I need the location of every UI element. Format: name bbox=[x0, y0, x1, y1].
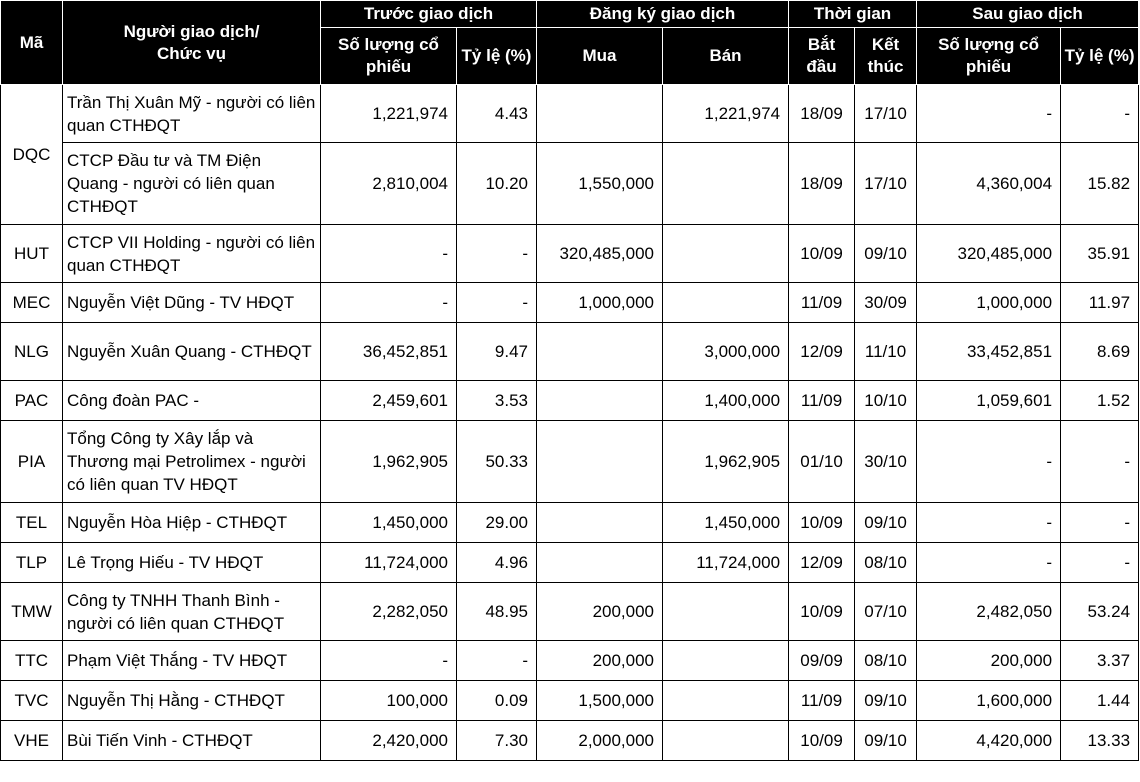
qty-after-cell: 1,059,601 bbox=[917, 381, 1061, 421]
ratio-after-cell: - bbox=[1061, 503, 1139, 543]
qty-before-cell: 11,724,000 bbox=[321, 543, 457, 583]
table-row bbox=[1, 681, 1139, 721]
ratio-after-cell: 15.82 bbox=[1061, 143, 1139, 225]
qty-before-cell: - bbox=[321, 225, 457, 283]
ratio-after-cell: - bbox=[1061, 421, 1139, 503]
trader-cell: Bùi Tiến Vinh - CTHĐQT bbox=[63, 721, 321, 761]
sell-cell bbox=[663, 681, 789, 721]
ratio-before-cell: 10.20 bbox=[457, 143, 537, 225]
sell-cell: 11,724,000 bbox=[663, 543, 789, 583]
buy-cell: 200,000 bbox=[537, 583, 663, 641]
end-date-cell: 30/10 bbox=[855, 421, 917, 503]
trader-cell: Công ty TNHH Thanh Bình - người có liên quan CTHĐQT bbox=[63, 583, 321, 641]
col-header-trader: Người giao dịch/ Chức vụ bbox=[63, 1, 321, 85]
start-date-cell: 10/09 bbox=[789, 583, 855, 641]
buy-cell: 320,485,000 bbox=[537, 225, 663, 283]
table-row bbox=[1, 143, 1139, 225]
ratio-before-cell: 29.00 bbox=[457, 503, 537, 543]
ratio-after-cell: 11.97 bbox=[1061, 283, 1139, 323]
trader-cell: Trần Thị Xuân Mỹ - người có liên quan CTHĐQT bbox=[63, 85, 321, 143]
end-date-cell: 11/10 bbox=[855, 323, 917, 381]
col-header-start: Bắt đầu bbox=[789, 28, 855, 85]
qty-after-cell: - bbox=[917, 85, 1061, 143]
start-date-cell: 10/09 bbox=[789, 721, 855, 761]
end-date-cell: 09/10 bbox=[855, 721, 917, 761]
buy-cell: 1,500,000 bbox=[537, 681, 663, 721]
qty-before-cell: 1,221,974 bbox=[321, 85, 457, 143]
start-date-cell: 10/09 bbox=[789, 503, 855, 543]
group-header-registered: Đăng ký giao dịch bbox=[537, 1, 789, 28]
table-row bbox=[1, 381, 1139, 421]
qty-after-cell: 200,000 bbox=[917, 641, 1061, 681]
qty-after-cell: 33,452,851 bbox=[917, 323, 1061, 381]
table-row bbox=[1, 421, 1139, 503]
stock-code-cell: TVC bbox=[1, 681, 63, 721]
buy-cell: 2,000,000 bbox=[537, 721, 663, 761]
qty-before-cell: 2,459,601 bbox=[321, 381, 457, 421]
stock-code-cell: PIA bbox=[1, 421, 63, 503]
group-header-after: Sau giao dịch bbox=[917, 1, 1139, 28]
end-date-cell: 09/10 bbox=[855, 681, 917, 721]
end-date-cell: 09/10 bbox=[855, 225, 917, 283]
table-row bbox=[1, 225, 1139, 283]
stock-code-cell: HUT bbox=[1, 225, 63, 283]
sell-cell bbox=[663, 283, 789, 323]
ratio-before-cell: 9.47 bbox=[457, 323, 537, 381]
group-header-time: Thời gian bbox=[789, 1, 917, 28]
col-header-buy: Mua bbox=[537, 28, 663, 85]
ratio-before-cell: - bbox=[457, 283, 537, 323]
ratio-before-cell: - bbox=[457, 225, 537, 283]
col-header-sell: Bán bbox=[663, 28, 789, 85]
stock-code-cell: MEC bbox=[1, 283, 63, 323]
trader-cell: CTCP VII Holding - người có liên quan CTHĐQT bbox=[63, 225, 321, 283]
stock-code-cell: TTC bbox=[1, 641, 63, 681]
trader-cell: CTCP Đầu tư và TM Điện Quang - người có liên quan CTHĐQT bbox=[63, 143, 321, 225]
col-header-qty-after: Số lượng cổ phiếu bbox=[917, 28, 1061, 85]
sell-cell: 1,400,000 bbox=[663, 381, 789, 421]
qty-after-cell: 4,420,000 bbox=[917, 721, 1061, 761]
ratio-after-cell: 13.33 bbox=[1061, 721, 1139, 761]
sell-cell: 1,962,905 bbox=[663, 421, 789, 503]
buy-cell bbox=[537, 503, 663, 543]
ratio-before-cell: 3.53 bbox=[457, 381, 537, 421]
qty-after-cell: 1,000,000 bbox=[917, 283, 1061, 323]
ratio-after-cell: 3.37 bbox=[1061, 641, 1139, 681]
qty-after-cell: - bbox=[917, 421, 1061, 503]
qty-after-cell: 2,482,050 bbox=[917, 583, 1061, 641]
trader-cell: Nguyễn Xuân Quang - CTHĐQT bbox=[63, 323, 321, 381]
start-date-cell: 18/09 bbox=[789, 85, 855, 143]
ratio-before-cell: 50.33 bbox=[457, 421, 537, 503]
buy-cell bbox=[537, 421, 663, 503]
start-date-cell: 11/09 bbox=[789, 681, 855, 721]
trader-cell: Nguyễn Thị Hằng - CTHĐQT bbox=[63, 681, 321, 721]
table-row bbox=[1, 85, 1139, 143]
qty-before-cell: 2,810,004 bbox=[321, 143, 457, 225]
ratio-after-cell: 8.69 bbox=[1061, 323, 1139, 381]
buy-cell bbox=[537, 85, 663, 143]
qty-after-cell: - bbox=[917, 543, 1061, 583]
qty-after-cell: 1,600,000 bbox=[917, 681, 1061, 721]
stock-code-cell: TLP bbox=[1, 543, 63, 583]
start-date-cell: 12/09 bbox=[789, 543, 855, 583]
trader-cell: Công đoàn PAC - bbox=[63, 381, 321, 421]
col-header-qty-before: Số lượng cổ phiếu bbox=[321, 28, 457, 85]
qty-after-cell: 320,485,000 bbox=[917, 225, 1061, 283]
qty-before-cell: 2,282,050 bbox=[321, 583, 457, 641]
qty-before-cell: 36,452,851 bbox=[321, 323, 457, 381]
start-date-cell: 09/09 bbox=[789, 641, 855, 681]
start-date-cell: 11/09 bbox=[789, 283, 855, 323]
ratio-before-cell: - bbox=[457, 641, 537, 681]
ratio-after-cell: 1.44 bbox=[1061, 681, 1139, 721]
trader-cell: Lê Trọng Hiếu - TV HĐQT bbox=[63, 543, 321, 583]
stock-code-cell: PAC bbox=[1, 381, 63, 421]
buy-cell: 200,000 bbox=[537, 641, 663, 681]
buy-cell bbox=[537, 543, 663, 583]
table-row bbox=[1, 543, 1139, 583]
end-date-cell: 08/10 bbox=[855, 543, 917, 583]
end-date-cell: 10/10 bbox=[855, 381, 917, 421]
ratio-before-cell: 48.95 bbox=[457, 583, 537, 641]
stock-code-cell: TEL bbox=[1, 503, 63, 543]
col-header-ratio-before: Tỷ lệ (%) bbox=[457, 28, 537, 85]
start-date-cell: 18/09 bbox=[789, 143, 855, 225]
sell-cell: 1,450,000 bbox=[663, 503, 789, 543]
stock-code-cell: TMW bbox=[1, 583, 63, 641]
ratio-after-cell: 1.52 bbox=[1061, 381, 1139, 421]
sell-cell bbox=[663, 721, 789, 761]
sell-cell: 1,221,974 bbox=[663, 85, 789, 143]
trader-cell: Nguyễn Hòa Hiệp - CTHĐQT bbox=[63, 503, 321, 543]
ratio-before-cell: 7.30 bbox=[457, 721, 537, 761]
trader-cell: Phạm Việt Thắng - TV HĐQT bbox=[63, 641, 321, 681]
table-row bbox=[1, 283, 1139, 323]
buy-cell bbox=[537, 323, 663, 381]
end-date-cell: 17/10 bbox=[855, 143, 917, 225]
col-header-ratio-after: Tỷ lệ (%) bbox=[1061, 28, 1139, 85]
stock-code-cell: VHE bbox=[1, 721, 63, 761]
table-body bbox=[1, 85, 1139, 761]
ratio-before-cell: 4.96 bbox=[457, 543, 537, 583]
ratio-after-cell: - bbox=[1061, 543, 1139, 583]
col-header-code: Mã bbox=[1, 1, 63, 85]
ratio-after-cell: - bbox=[1061, 85, 1139, 143]
ratio-after-cell: 35.91 bbox=[1061, 225, 1139, 283]
qty-after-cell: 4,360,004 bbox=[917, 143, 1061, 225]
qty-before-cell: 100,000 bbox=[321, 681, 457, 721]
table-row bbox=[1, 641, 1139, 681]
sell-cell bbox=[663, 143, 789, 225]
sell-cell: 3,000,000 bbox=[663, 323, 789, 381]
sell-cell bbox=[663, 641, 789, 681]
ratio-before-cell: 4.43 bbox=[457, 85, 537, 143]
end-date-cell: 09/10 bbox=[855, 503, 917, 543]
qty-before-cell: 2,420,000 bbox=[321, 721, 457, 761]
table-row bbox=[1, 503, 1139, 543]
stock-code-cell: NLG bbox=[1, 323, 63, 381]
trader-cell: Nguyễn Việt Dũng - TV HĐQT bbox=[63, 283, 321, 323]
stock-code-cell: DQC bbox=[1, 85, 63, 225]
start-date-cell: 11/09 bbox=[789, 381, 855, 421]
table-row bbox=[1, 323, 1139, 381]
qty-after-cell: - bbox=[917, 503, 1061, 543]
qty-before-cell: - bbox=[321, 641, 457, 681]
end-date-cell: 07/10 bbox=[855, 583, 917, 641]
end-date-cell: 30/09 bbox=[855, 283, 917, 323]
buy-cell: 1,000,000 bbox=[537, 283, 663, 323]
table-row bbox=[1, 583, 1139, 641]
start-date-cell: 10/09 bbox=[789, 225, 855, 283]
ratio-after-cell: 53.24 bbox=[1061, 583, 1139, 641]
sell-cell bbox=[663, 225, 789, 283]
qty-before-cell: 1,450,000 bbox=[321, 503, 457, 543]
group-header-before: Trước giao dịch bbox=[321, 1, 537, 28]
buy-cell: 1,550,000 bbox=[537, 143, 663, 225]
start-date-cell: 12/09 bbox=[789, 323, 855, 381]
col-header-end: Kết thúc bbox=[855, 28, 917, 85]
end-date-cell: 08/10 bbox=[855, 641, 917, 681]
qty-before-cell: 1,962,905 bbox=[321, 421, 457, 503]
buy-cell bbox=[537, 381, 663, 421]
ratio-before-cell: 0.09 bbox=[457, 681, 537, 721]
qty-before-cell: - bbox=[321, 283, 457, 323]
trader-cell: Tổng Công ty Xây lắp và Thương mại Petrolimex - người có liên quan TV HĐQT bbox=[63, 421, 321, 503]
start-date-cell: 01/10 bbox=[789, 421, 855, 503]
end-date-cell: 17/10 bbox=[855, 85, 917, 143]
table-row bbox=[1, 721, 1139, 761]
sell-cell bbox=[663, 583, 789, 641]
